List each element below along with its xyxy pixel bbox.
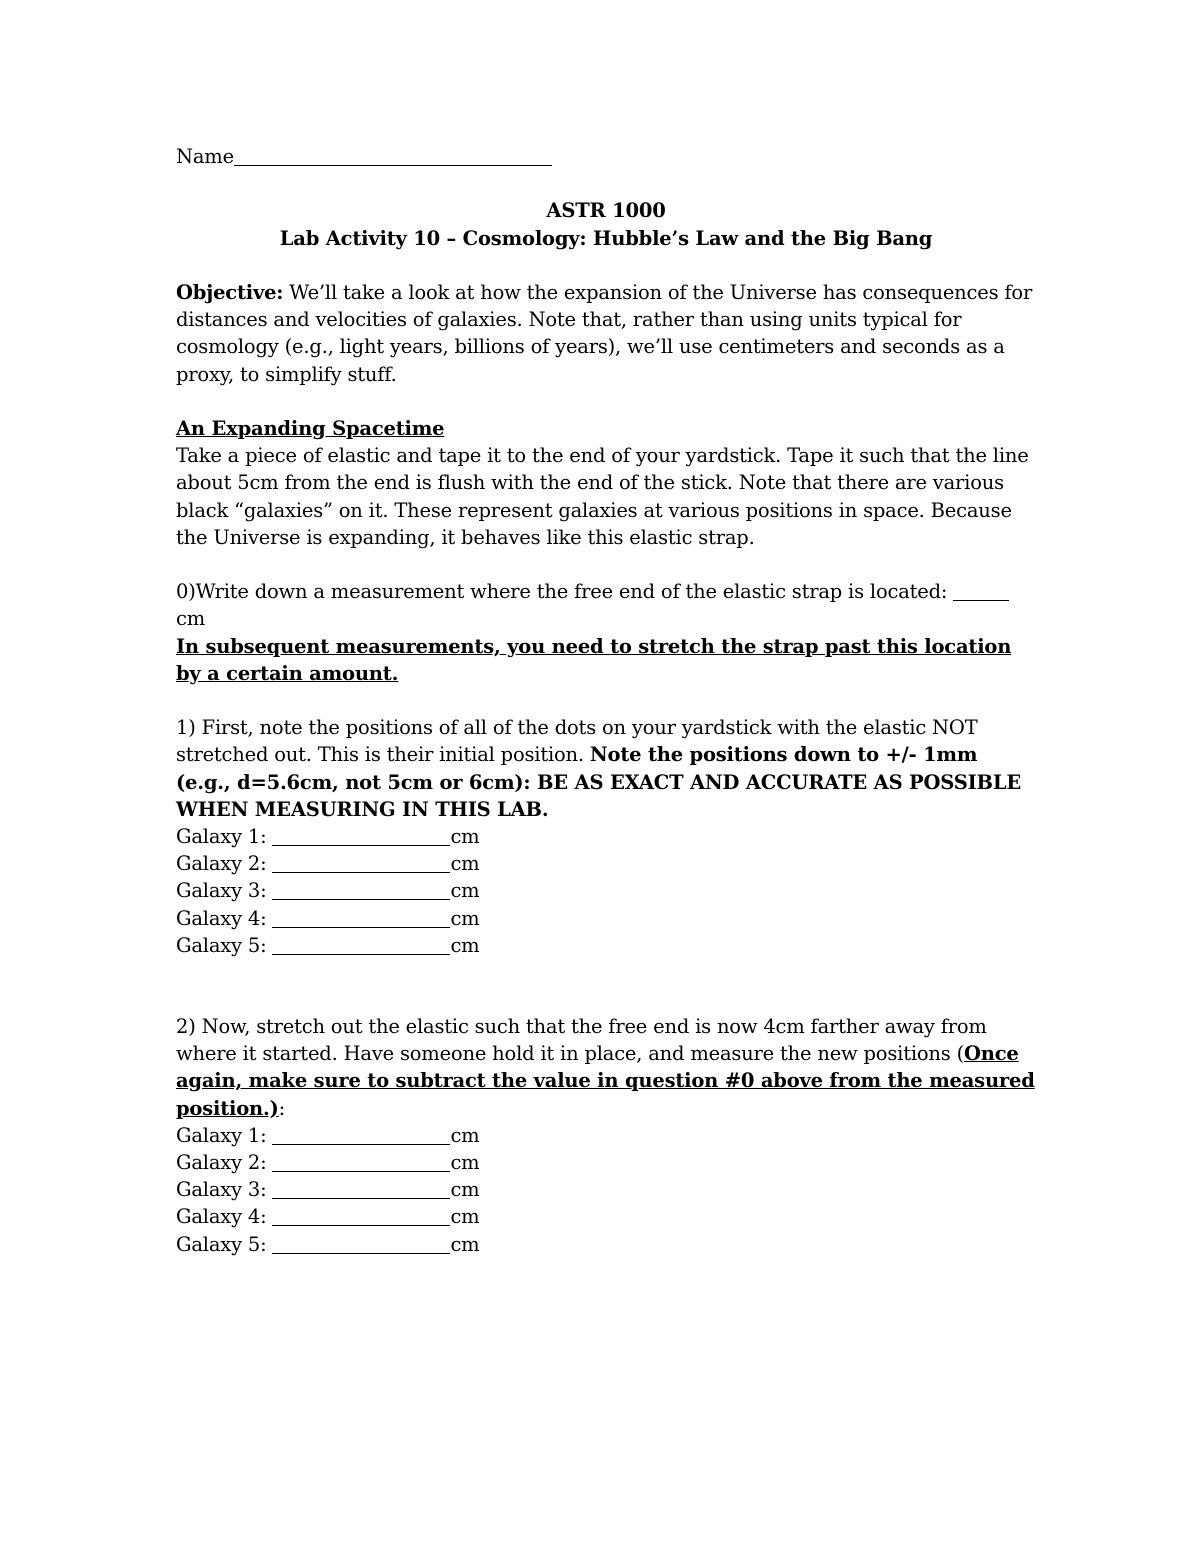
galaxy-unit: cm	[450, 825, 480, 848]
q1-galaxy-row	[176, 877, 1036, 904]
q2-galaxy-row	[176, 1149, 1036, 1176]
q1-galaxy-row	[176, 905, 1036, 932]
galaxy-unit: cm	[450, 1232, 480, 1256]
q1-galaxy-list	[176, 823, 1036, 959]
galaxy-label: Galaxy 5:	[176, 1232, 273, 1256]
question-2-text: 2) Now, stretch out the elastic such that the free end is now 4cm farther away from where it started. Have someone hold it in place, and measure the new positions (	[176, 1015, 987, 1066]
galaxy-unit: cm	[450, 933, 480, 957]
name-label: Name	[176, 145, 234, 168]
question-0-unit: cm	[176, 607, 206, 631]
section-text: Take a piece of elastic and tape it to the end of your yardstick. Tape it such that the line about 5cm from the end is flush with the end of the stick. Note that there are various black “galaxies” on it. These represent galaxies at various positions in space. Because the Universe is expanding, it behaves like this elastic strap.	[176, 444, 1029, 549]
name-blank[interactable]	[234, 145, 552, 166]
q2-galaxy-list	[176, 1122, 1036, 1258]
objective-paragraph	[176, 279, 1036, 388]
galaxy-blank[interactable]	[272, 1233, 450, 1254]
q2-galaxy-row	[176, 1203, 1036, 1230]
galaxy-label: Galaxy 5:	[176, 933, 273, 957]
name-row	[176, 143, 1036, 170]
course-code: ASTR 1000	[546, 199, 666, 223]
galaxy-unit: cm	[450, 879, 480, 903]
question-1	[176, 714, 1036, 823]
galaxy-label: Galaxy 2:	[176, 852, 273, 876]
galaxy-unit: cm	[450, 1178, 480, 1202]
q2-galaxy-row	[176, 1122, 1036, 1149]
galaxy-blank[interactable]	[272, 879, 450, 900]
section-heading: An Expanding Spacetime	[176, 416, 445, 440]
q1-galaxy-row	[176, 850, 1036, 877]
galaxy-blank[interactable]	[272, 934, 450, 955]
galaxy-blank[interactable]	[272, 1205, 450, 1226]
galaxy-unit: cm	[450, 1205, 480, 1229]
galaxy-label: Galaxy 1:	[176, 1123, 273, 1147]
galaxy-blank[interactable]	[272, 907, 450, 928]
q2-galaxy-row	[176, 1176, 1036, 1203]
galaxy-unit: cm	[450, 906, 480, 930]
free-end-blank[interactable]	[953, 580, 1009, 601]
galaxy-blank[interactable]	[272, 1124, 450, 1145]
question-0-text: 0)Write down a measurement where the free end of the elastic strap is located:	[176, 580, 954, 604]
question-0	[176, 578, 1036, 632]
galaxy-blank[interactable]	[272, 825, 450, 846]
question-2	[176, 1013, 1036, 1122]
galaxy-label: Galaxy 4:	[176, 1205, 273, 1229]
question-2-end: :	[278, 1096, 286, 1120]
q1-galaxy-row	[176, 823, 1036, 850]
objective-label: Objective:	[176, 280, 284, 304]
galaxy-blank[interactable]	[272, 852, 450, 873]
galaxy-blank[interactable]	[272, 1178, 450, 1199]
galaxy-label: Galaxy 4:	[176, 906, 273, 930]
q1-galaxy-row	[176, 932, 1036, 959]
question-1-bold: Note the positions down to +/- 1mm (e.g., d=5.6cm, not 5cm or 6cm): BE AS EXACT AND ACCURATE AS POSSIBLE WHEN MEASURING IN THIS LAB.	[176, 743, 1022, 821]
question-1-text: 1) First, note the positions of all of the dots on your yardstick with the elastic NOT stretched out. This is their initial position.	[176, 716, 978, 767]
document-content	[176, 143, 1036, 1258]
galaxy-label: Galaxy 1:	[176, 825, 273, 848]
galaxy-unit: cm	[450, 1123, 480, 1147]
q2-galaxy-row	[176, 1231, 1036, 1258]
galaxy-unit: cm	[450, 1151, 480, 1175]
galaxy-label: Galaxy 3:	[176, 879, 273, 903]
galaxy-label: Galaxy 2:	[176, 1151, 273, 1175]
galaxy-unit: cm	[450, 852, 480, 876]
objective-text: We’ll take a look at how the expansion of the Universe has consequences for distances and velocities of galaxies. Note that, rather than using units typical for cosmology (e.g., light years, billions of years), we’ll use centimeters and seconds as a proxy, to simplify stuff.	[176, 280, 1033, 386]
question-2-bold: Once again, make sure to subtract the value in question #0 above from the measured position.)	[176, 1042, 1035, 1120]
lab-title: Lab Activity 10 – Cosmology: Hubble’s Law and the Big Bang	[279, 226, 933, 250]
galaxy-blank[interactable]	[272, 1151, 450, 1172]
galaxy-label: Galaxy 3:	[176, 1178, 273, 1202]
question-0-note: In subsequent measurements, you need to stretch the strap past this location by a certain amount.	[176, 634, 1012, 685]
